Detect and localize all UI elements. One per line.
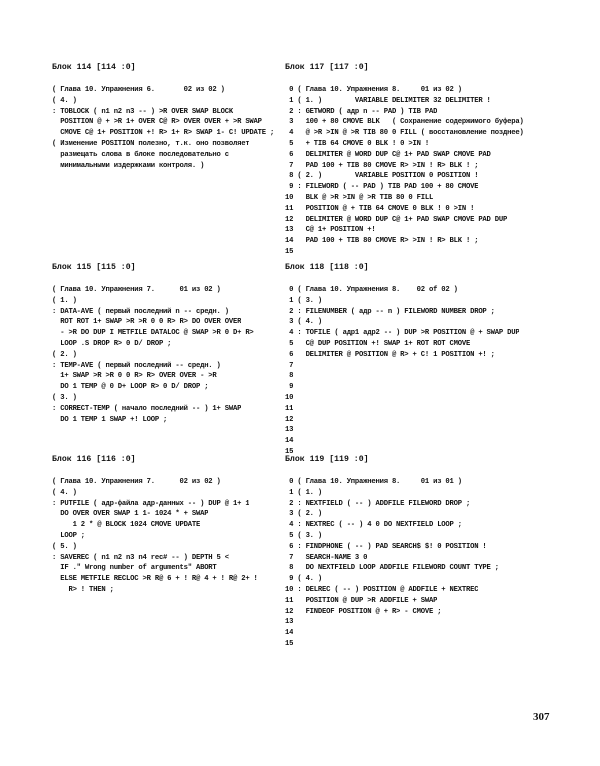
code-block-116 <box>52 454 323 596</box>
code-line: 15 <box>285 639 294 648</box>
code-line: 6 DELIMITER @ WORD DUP C@ 1+ PAD SWAP CMOVE PAD <box>285 150 491 159</box>
code-line: 10 : DELREC ( -- ) POSITION @ ADDFILE + NEXTREC <box>285 585 479 594</box>
code-line: LOOP ; <box>52 531 85 540</box>
page-number: 307 <box>533 711 550 723</box>
block-title: Блок 117 [117 :0] <box>285 63 369 72</box>
code-line: 11 <box>285 404 294 413</box>
code-line: CMOVE C@ 1+ POSITION +! R> 1+ R> SWAP 1- C! UPDATE ; <box>52 129 275 138</box>
code-line: 2 : NEXTFIELD ( -- ) ADDFILE FILEWORD DROP ; <box>285 499 471 508</box>
code-line: 12 FINDEOF POSITION @ + R> - CMOVE ; <box>285 607 442 616</box>
code-line: 9 <box>285 383 294 392</box>
code-line: ( Изменение POSITION полезно, т.к. оно позволяет <box>52 139 250 148</box>
code-line: 6 DELIMITER @ POSITION @ R> + C! 1 POSITION +! ; <box>285 350 495 359</box>
code-line: 11 POSITION @ + TIB 64 CMOVE 0 BLK ! 0 >IN ! <box>285 204 475 213</box>
code-line: POSITION @ + >R 1+ OVER C@ R> OVER OVER + >R SWAP <box>52 118 262 127</box>
code-line: DO 1 TEMP @ 0 D+ LOOP R> 0 D/ DROP ; <box>52 383 209 392</box>
code-line: 7 <box>285 361 294 370</box>
code-line: 1 ( 1. ) VARIABLE DELIMITER 32 DELIMITER ! <box>285 96 491 105</box>
code-line: ( 3. ) <box>52 393 77 402</box>
code-line: : CORRECT-TEMP ( начало последний -- ) 1+ SWAP <box>52 404 242 413</box>
code-line: ELSE METFILE RECLOC >R R@ 6 + ! R@ 4 + ! R@ 2+ ! <box>52 575 258 584</box>
code-line: 4 : TOFILE ( адр1 адр2 -- ) DUP >R POSITION @ + SWAP DUP <box>285 329 520 338</box>
code-line: 13 C@ 1+ POSITION +! <box>285 226 376 235</box>
code-line: 8 DO NEXTFIELD LOOP ADDFILE FILEWORD COUNT TYPE ; <box>285 564 499 573</box>
code-line: 10 <box>285 393 294 402</box>
code-block-118 <box>285 262 585 458</box>
code-line: 14 <box>285 437 298 446</box>
block-title: Блок 116 [116 :0] <box>52 455 136 464</box>
code-line: 8 ( 2. ) VARIABLE POSITION 0 POSITION ! <box>285 172 479 181</box>
code-line: 1 2 * @ BLOCK 1024 CMOVE UPDATE <box>52 521 201 530</box>
code-line: 13 <box>285 618 294 627</box>
code-line: 15 <box>285 447 294 456</box>
code-line: 9 ( 4. ) <box>285 575 323 584</box>
code-line: - >R DO DUP I METFILE DATALOC @ SWAP >R 0 D+ R> <box>52 329 254 338</box>
code-line: 10 BLK @ >R >IN @ >R TIB 80 0 FILL <box>285 193 434 202</box>
code-lines <box>285 285 585 458</box>
code-line: 2 : FILENUMBER ( адр -- n ) FILEWORD NUMBER DROP ; <box>285 307 495 316</box>
code-lines <box>52 285 323 425</box>
code-line: 1+ SWAP >R >R 0 0 R> R> OVER OVER - >R <box>52 372 217 381</box>
code-line: ( 4. ) <box>52 96 77 105</box>
code-lines <box>285 477 585 650</box>
code-line: : TOBLOCK ( n1 n2 n3 -- ) >R OVER SWAP BLOCK <box>52 107 233 116</box>
block-title: Блок 118 [118 :0] <box>285 263 369 272</box>
code-line: 2 : GETWORD ( адр n -- PAD ) TIB PAD <box>285 107 438 116</box>
code-line: 3 100 + 80 CMOVE BLK ( Сохранение содержимого буфера) <box>285 118 524 127</box>
code-lines <box>52 477 323 596</box>
code-line: 14 PAD 100 + TIB 80 CMOVE R> >IN ! R> BLK ! ; <box>285 237 479 246</box>
code-line: 3 ( 2. ) <box>285 510 323 519</box>
code-line: 5 ( 3. ) <box>285 531 323 540</box>
code-line: 9 : FILEWORD ( -- PAD ) TIB PAD 100 + 80 CMOVE <box>285 183 479 192</box>
block-title: Блок 115 [115 :0] <box>52 263 136 272</box>
code-line: 4 : NEXTREC ( -- ) 4 0 DO NEXTFIELD LOOP ; <box>285 521 462 530</box>
code-line: 3 ( 4. ) <box>285 318 323 327</box>
code-line: ( Глава 10. Упражнения 6. 02 из 02 ) <box>52 86 225 94</box>
code-block-117 <box>285 62 585 258</box>
code-line: 12 DELIMITER @ WORD DUP C@ 1+ PAD SWAP CMOVE PAD DUP <box>285 215 508 224</box>
code-line: 0 ( Глава 10. Упражнения 8. 01 из 02 ) <box>285 86 462 94</box>
block-title: Блок 114 [114 :0] <box>52 63 136 72</box>
code-line: 8 <box>285 372 294 381</box>
code-line: ROT ROT 1+ SWAP >R >R 0 0 R> R> DO OVER OVER <box>52 318 242 327</box>
code-line: 0 ( Глава 10. Упражнения 8. 01 из 01 ) <box>285 478 462 486</box>
code-line: 4 @ >R >IN @ >R TIB 80 0 FILL ( восстановление позднее) <box>285 129 524 138</box>
code-line: ( 2. ) <box>52 350 77 359</box>
code-line: 5 C@ DUP POSITION +! SWAP 1+ ROT ROT CMOVE <box>285 339 471 348</box>
code-line: размещать слова в блоке последовательно с <box>52 150 229 159</box>
code-line: : DATA-AVE ( первый последний n -- средн. ) <box>52 307 229 316</box>
code-line: 6 : FINDPHONE ( -- ) PAD SEARCH$ $! 0 POSITION ! <box>285 542 487 551</box>
code-line: R> ! THEN ; <box>52 585 114 594</box>
code-line: 13 <box>285 426 294 435</box>
code-line: 12 <box>285 415 294 424</box>
code-block-114 <box>52 62 320 171</box>
code-lines <box>285 85 585 258</box>
code-line: 5 + TIB 64 CMOVE 0 BLK ! 0 >IN ! <box>285 139 429 148</box>
code-line: 15 <box>285 247 294 256</box>
code-line: ( 5. ) <box>52 542 77 551</box>
code-line: IF ." Wrong number of arguments" ABORT <box>52 564 217 573</box>
code-line: DO 1 TEMP 1 SWAP +! LOOP ; <box>52 415 168 424</box>
code-line: 1 ( 3. ) <box>285 296 323 305</box>
code-line: 0 ( Глава 10. Упражнения 8. 02 of 02 ) <box>285 286 458 294</box>
code-line: 14 <box>285 629 294 638</box>
code-line: ( 1. ) <box>52 296 77 305</box>
code-line: ( 4. ) <box>52 488 77 497</box>
code-line: : SAVEREC ( n1 n2 n3 n4 rec# -- ) DEPTH 5 < <box>52 553 229 562</box>
code-line: : TEMP-AVE ( первый последний -- средн. ) <box>52 361 221 370</box>
code-block-115 <box>52 262 323 425</box>
code-line: ( Глава 10. Упражнения 7. 02 из 02 ) <box>52 478 221 486</box>
code-line: ( Глава 10. Упражнения 7. 01 из 02 ) <box>52 286 221 294</box>
code-lines <box>52 85 320 171</box>
block-title: Блок 119 [119 :0] <box>285 455 369 464</box>
code-line: минимальными издержками контроля. ) <box>52 161 205 170</box>
code-line: 11 POSITION @ DUP >R ADDFILE + SWAP <box>285 596 438 605</box>
code-block-119 <box>285 454 585 650</box>
code-line: 7 SEARCH-NAME 3 0 <box>285 553 368 562</box>
code-line: 1 ( 1. ) <box>285 488 323 497</box>
code-line: : PUTFILE ( адр-файла адр-данных -- ) DUP @ 1+ 1 <box>52 499 250 508</box>
code-line: DO OVER OVER SWAP 1 1- 1024 * + SWAP <box>52 510 209 519</box>
code-line: 7 PAD 100 + TIB 80 CMOVE R> >IN ! R> BLK ! ; <box>285 161 479 170</box>
code-line: LOOP .S DROP R> 0 D/ DROP ; <box>52 339 172 348</box>
